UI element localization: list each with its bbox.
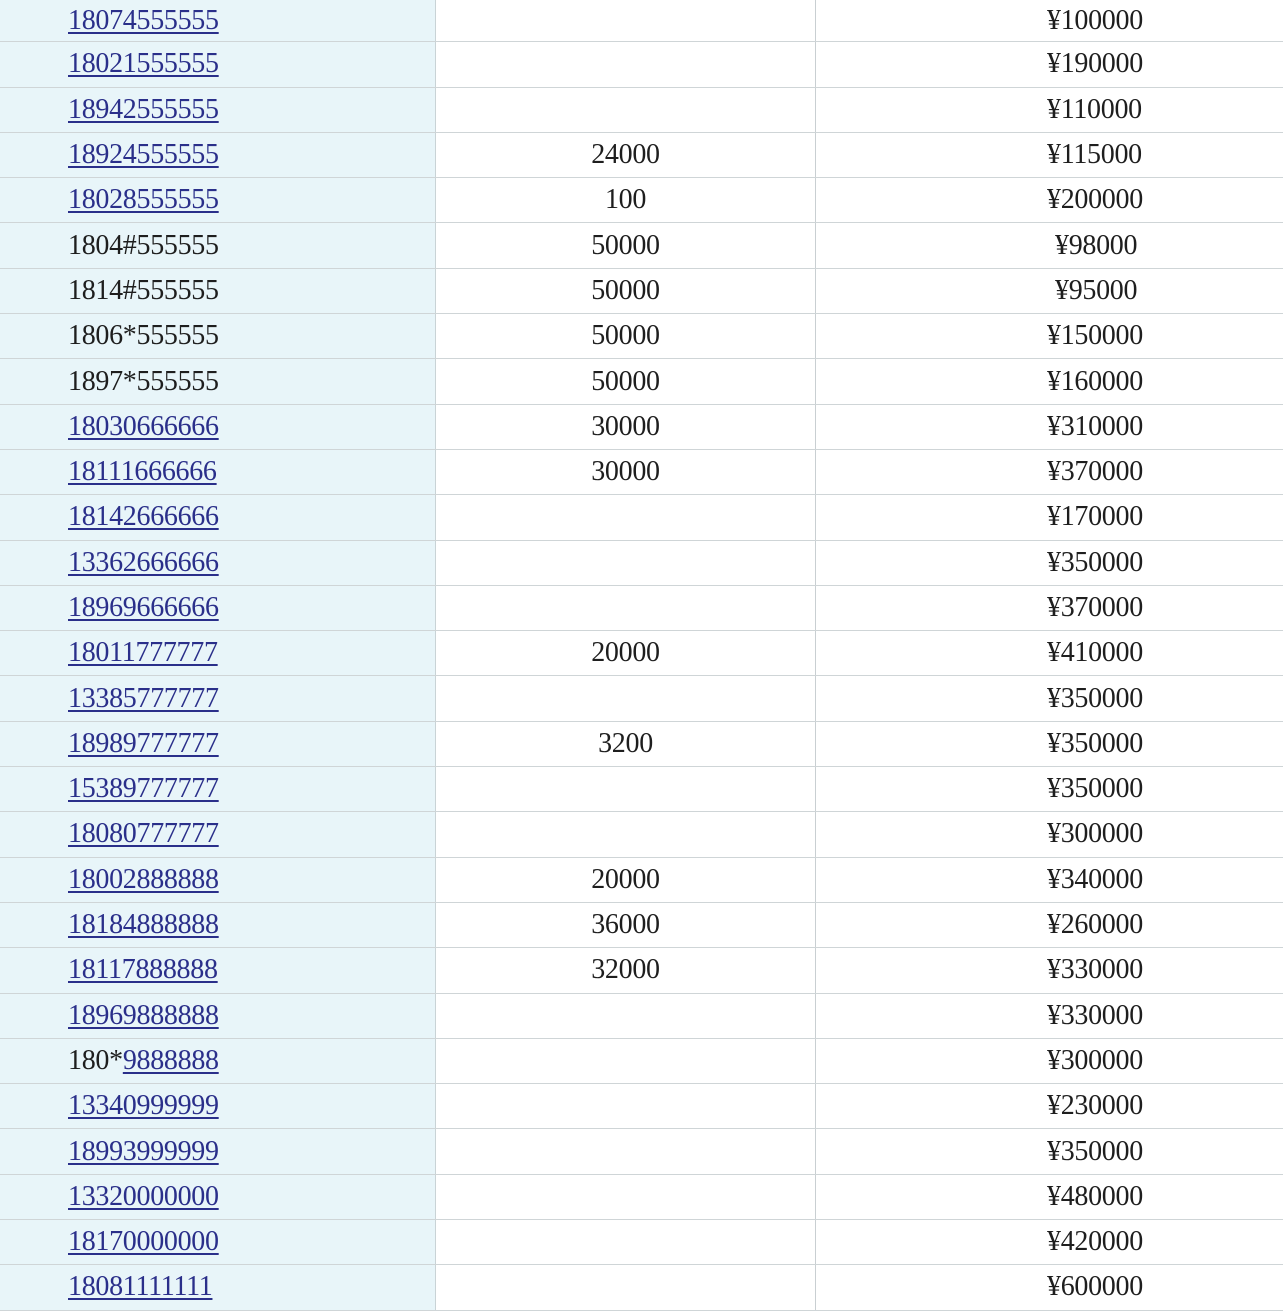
phone-number-link[interactable]: 15389777777 (68, 773, 219, 805)
price-value: ¥420000 (1047, 1226, 1143, 1258)
phone-cell (0, 948, 436, 992)
phone-number-link[interactable]: 13320000000 (68, 1180, 219, 1212)
price-value: ¥200000 (1047, 184, 1143, 216)
deposit-cell (436, 1084, 816, 1128)
phone-cell (0, 223, 436, 267)
price-value: ¥480000 (1047, 1180, 1143, 1212)
table-row (0, 450, 1283, 495)
phone-number-text: 1806*555555 (68, 320, 219, 352)
price-cell (816, 1175, 1283, 1219)
table-row (0, 676, 1283, 721)
table-row (0, 405, 1283, 450)
deposit-cell (436, 88, 816, 132)
phone-cell (0, 1265, 436, 1309)
phone-cell (0, 1175, 436, 1219)
table-row (0, 269, 1283, 314)
deposit-cell (436, 450, 816, 494)
price-value: ¥410000 (1047, 637, 1143, 669)
phone-number-link[interactable]: 18117888888 (68, 954, 218, 986)
deposit-cell (436, 722, 816, 766)
price-cell (816, 405, 1283, 449)
phone-cell (0, 269, 436, 313)
phone-number-link[interactable]: 18142666666 (68, 501, 219, 533)
table-row (0, 1039, 1283, 1084)
price-cell (816, 676, 1283, 720)
phone-number-link[interactable]: 18011777777 (68, 637, 218, 669)
deposit-cell (436, 858, 816, 902)
price-value: ¥260000 (1047, 909, 1143, 941)
price-cell (816, 1129, 1283, 1173)
phone-cell (0, 586, 436, 630)
deposit-value: 30000 (591, 410, 660, 442)
table-row (0, 1220, 1283, 1265)
phone-cell (0, 1220, 436, 1264)
price-value: ¥340000 (1047, 863, 1143, 895)
price-cell (816, 1265, 1283, 1309)
phone-number-link[interactable]: 18028555555 (68, 184, 219, 216)
price-cell (816, 948, 1283, 992)
table-row (0, 88, 1283, 133)
deposit-cell (436, 1265, 816, 1309)
deposit-value: 50000 (591, 274, 660, 306)
price-value: ¥350000 (1047, 773, 1143, 805)
phone-cell (0, 903, 436, 947)
deposit-cell (436, 1175, 816, 1219)
phone-number-link[interactable]: 18074555555 (68, 5, 219, 37)
price-value: ¥190000 (1047, 48, 1143, 80)
price-cell (816, 586, 1283, 630)
price-value: ¥110000 (1047, 93, 1142, 125)
price-cell (816, 133, 1283, 177)
deposit-value: 20000 (591, 637, 660, 669)
phone-cell (0, 314, 436, 358)
deposit-value: 3200 (598, 727, 653, 759)
table-row (0, 948, 1283, 993)
deposit-cell (436, 994, 816, 1038)
table-row (0, 1129, 1283, 1174)
deposit-value: 100 (604, 184, 647, 216)
table-row (0, 586, 1283, 631)
phone-number-link[interactable]: 18993999999 (68, 1135, 219, 1167)
price-cell (816, 314, 1283, 358)
phone-number-link[interactable]: 18030666666 (68, 410, 219, 442)
table-row (0, 1175, 1283, 1220)
deposit-cell (436, 948, 816, 992)
deposit-cell (436, 631, 816, 675)
price-cell (816, 1084, 1283, 1128)
deposit-cell (436, 223, 816, 267)
price-cell (816, 541, 1283, 585)
table-row (0, 0, 1283, 42)
price-cell (816, 495, 1283, 539)
phone-number-link[interactable]: 18111666666 (68, 456, 217, 488)
phone-cell (0, 1084, 436, 1128)
deposit-cell (436, 1220, 816, 1264)
price-value: ¥150000 (1047, 320, 1143, 352)
price-value: ¥98000 (1055, 229, 1138, 261)
phone-number-text: 180* (68, 1044, 123, 1076)
price-value: ¥170000 (1047, 501, 1143, 533)
phone-cell (0, 1129, 436, 1173)
phone-number-link[interactable]: 18002888888 (68, 863, 219, 895)
price-value: ¥115000 (1047, 139, 1142, 171)
phone-cell (0, 994, 436, 1038)
table-row (0, 722, 1283, 767)
deposit-value: 32000 (591, 954, 660, 986)
price-cell (816, 269, 1283, 313)
phone-cell (0, 133, 436, 177)
phone-cell (0, 178, 436, 222)
deposit-cell (436, 586, 816, 630)
phone-number-link[interactable]: 18080777777 (68, 818, 219, 850)
phone-cell (0, 359, 436, 403)
deposit-value: 20000 (591, 863, 660, 895)
deposit-value: 50000 (591, 365, 660, 397)
phone-number-text: 1897*555555 (68, 365, 219, 397)
deposit-cell (436, 42, 816, 86)
phone-number-link[interactable]: 18942555555 (68, 93, 219, 125)
price-cell (816, 994, 1283, 1038)
table-row (0, 314, 1283, 359)
price-value: ¥100000 (1047, 5, 1143, 37)
table-row (0, 42, 1283, 87)
phone-cell (0, 722, 436, 766)
phone-number-text: 1814#555555 (68, 274, 219, 306)
deposit-value: 50000 (591, 320, 660, 352)
price-cell (816, 631, 1283, 675)
phone-cell (0, 0, 436, 41)
phone-cell (0, 676, 436, 720)
price-cell (816, 1039, 1283, 1083)
phone-number-link[interactable]: 9888888 (122, 1044, 219, 1076)
price-cell (816, 42, 1283, 86)
deposit-cell (436, 178, 816, 222)
price-cell (816, 223, 1283, 267)
phone-number-link[interactable]: 18989777777 (68, 727, 219, 759)
deposit-cell (436, 0, 816, 41)
deposit-value: 50000 (591, 229, 660, 261)
price-value: ¥350000 (1047, 727, 1143, 759)
table-row (0, 631, 1283, 676)
phone-number-link[interactable]: 18081111111 (68, 1271, 213, 1303)
price-value: ¥95000 (1055, 274, 1138, 306)
price-value: ¥370000 (1047, 456, 1143, 488)
price-value: ¥300000 (1047, 818, 1143, 850)
deposit-value: 36000 (591, 909, 660, 941)
deposit-cell (436, 903, 816, 947)
phone-cell (0, 767, 436, 811)
price-value: ¥370000 (1047, 592, 1143, 623)
price-cell (816, 359, 1283, 403)
phone-cell (0, 858, 436, 902)
phone-cell (0, 88, 436, 132)
table-row (0, 178, 1283, 223)
phone-number-link[interactable]: 13362666666 (68, 546, 219, 578)
phone-number-link[interactable]: 18021555555 (68, 48, 219, 80)
phone-cell (0, 42, 436, 86)
price-value: ¥350000 (1047, 546, 1143, 578)
price-cell (816, 88, 1283, 132)
table-row (0, 994, 1283, 1039)
table-row (0, 812, 1283, 857)
deposit-cell (436, 767, 816, 811)
phone-number-text: 1804#555555 (68, 229, 219, 261)
table-row (0, 495, 1283, 540)
deposit-cell (436, 269, 816, 313)
price-cell (816, 722, 1283, 766)
price-cell (816, 450, 1283, 494)
deposit-cell (436, 359, 816, 403)
deposit-cell (436, 1129, 816, 1173)
phone-number-link[interactable]: 13340999999 (68, 1090, 219, 1122)
phone-number-link[interactable]: 18170000000 (68, 1226, 219, 1258)
deposit-cell (436, 495, 816, 539)
phone-number-link[interactable]: 18184888888 (68, 909, 219, 941)
deposit-cell (436, 812, 816, 856)
phone-cell (0, 405, 436, 449)
table-row (0, 223, 1283, 268)
table-row (0, 858, 1283, 903)
price-value: ¥600000 (1047, 1271, 1143, 1303)
price-cell (816, 0, 1283, 41)
price-value: ¥310000 (1047, 410, 1143, 442)
deposit-cell (436, 314, 816, 358)
table-row (0, 133, 1283, 178)
table-row (0, 767, 1283, 812)
table-row (0, 541, 1283, 586)
deposit-value: 30000 (591, 456, 660, 488)
price-value: ¥230000 (1047, 1090, 1143, 1122)
price-cell (816, 903, 1283, 947)
price-value: ¥350000 (1047, 1135, 1143, 1167)
phone-cell (0, 495, 436, 539)
price-value: ¥300000 (1047, 1044, 1143, 1076)
phone-cell (0, 541, 436, 585)
phone-number-link[interactable]: 18924555555 (68, 139, 219, 171)
deposit-cell (436, 1039, 816, 1083)
phone-cell (0, 631, 436, 675)
phone-number-link[interactable]: 18969888888 (68, 999, 219, 1031)
price-cell (816, 858, 1283, 902)
deposit-cell (436, 405, 816, 449)
phone-cell (0, 450, 436, 494)
table-row (0, 359, 1283, 404)
table-row (0, 1265, 1283, 1310)
deposit-value: 24000 (591, 139, 660, 171)
phone-number-link[interactable]: 13385777777 (68, 682, 219, 714)
table-row (0, 903, 1283, 948)
price-value: ¥330000 (1047, 954, 1143, 986)
price-cell (816, 767, 1283, 811)
phone-number-link[interactable]: 18969666666 (68, 592, 219, 623)
phone-cell (0, 812, 436, 856)
price-value: ¥160000 (1047, 365, 1143, 397)
price-cell (816, 812, 1283, 856)
price-cell (816, 1220, 1283, 1264)
deposit-cell (436, 541, 816, 585)
deposit-cell (436, 676, 816, 720)
price-value: ¥330000 (1047, 999, 1143, 1031)
price-cell (816, 178, 1283, 222)
price-value: ¥350000 (1047, 682, 1143, 714)
table-row (0, 1084, 1283, 1129)
deposit-cell (436, 133, 816, 177)
phone-cell (0, 1039, 436, 1083)
